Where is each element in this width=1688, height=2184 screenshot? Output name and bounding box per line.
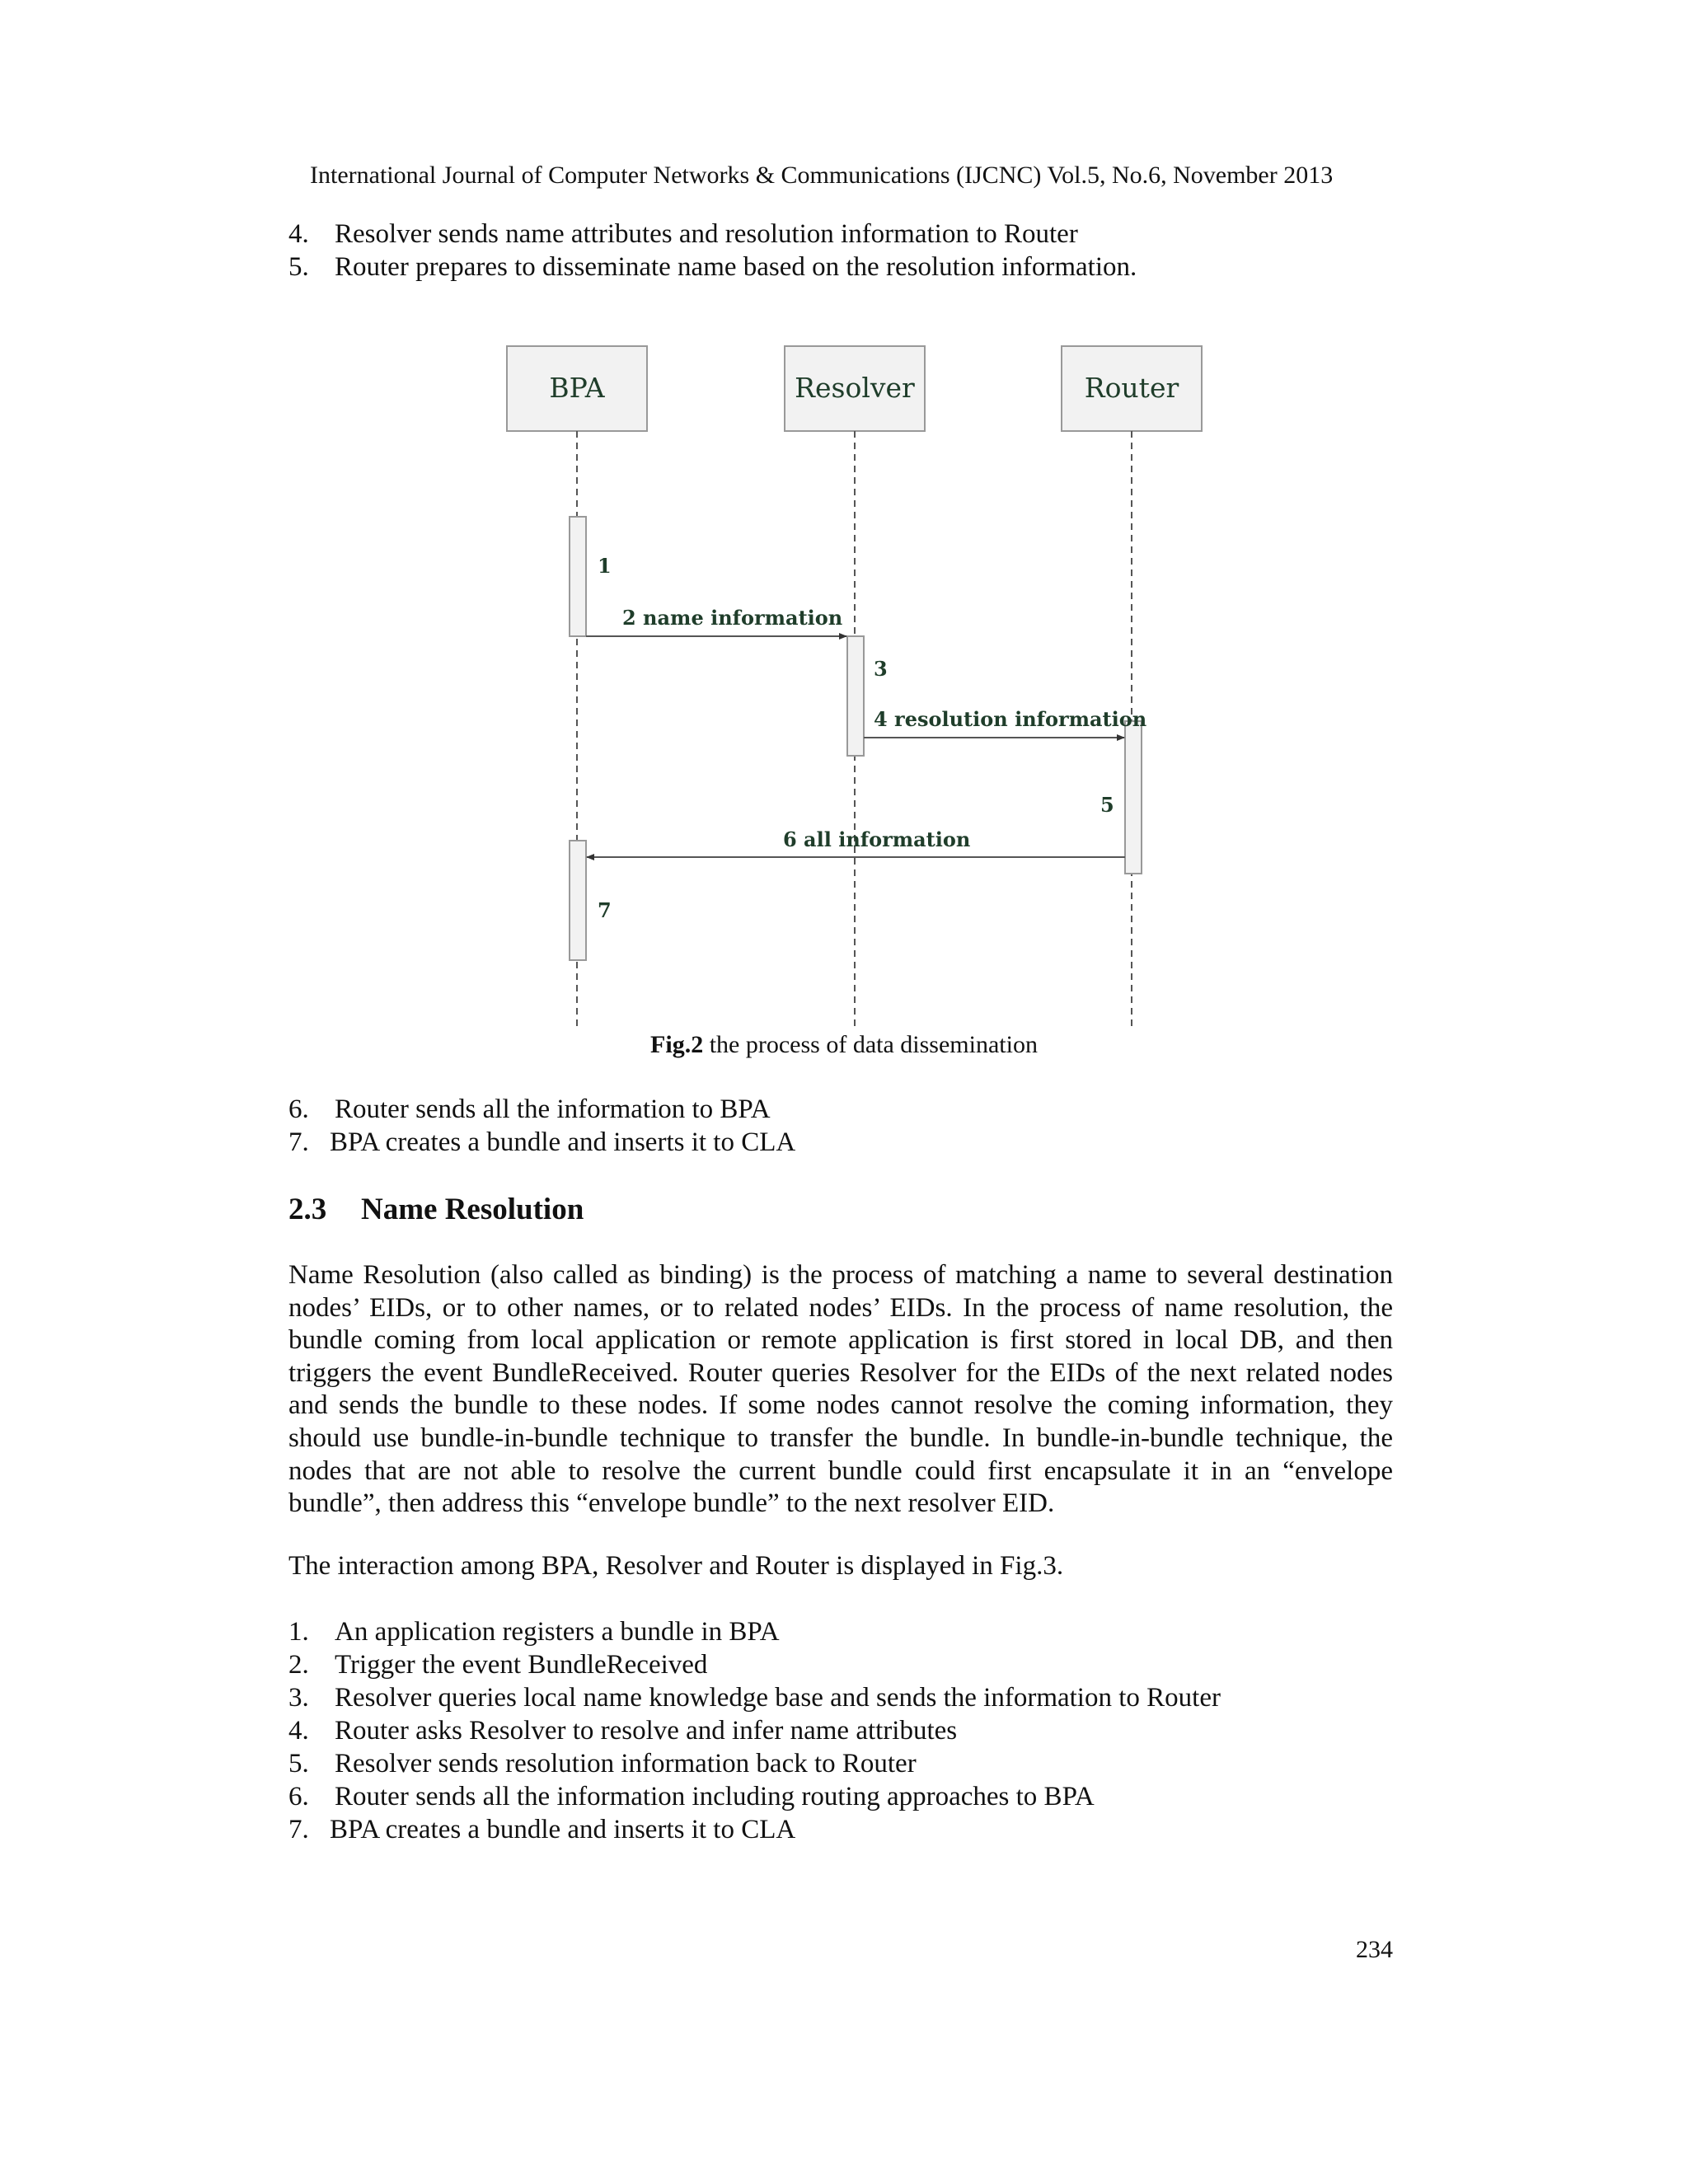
message-label-2: 2 name information xyxy=(622,606,843,630)
lifeline-label-router: Router xyxy=(1084,372,1179,404)
list-item-number: 7. xyxy=(288,1127,309,1157)
list-item-number: 7. xyxy=(288,1815,309,1844)
list-item xyxy=(288,1780,1221,1813)
message-label-1: 1 xyxy=(598,554,612,578)
list-item-number: 4. xyxy=(288,219,309,249)
list-item-text: Router sends all the information to BPA xyxy=(335,1094,771,1124)
list-item-number: 2. xyxy=(288,1650,309,1680)
figure-caption-text: the process of data dissemination xyxy=(703,1031,1038,1058)
body-paragraph-name-resolution: Name Resolution (also called as binding) is the process of matching a name to several destination nodes’ EIDs, or to other names, or to related nodes’ EIDs. In the process of name resolution, the bundle coming from local application or remote application is first stored in local DB, and then triggers the event BundleReceived. Router queries Resolver for the EIDs of the next related nodes and sends the bundle to these nodes. If some nodes cannot resolve the coming information, they should use bundle-in-bundle technique to transfer the bundle. In bundle-in-bundle technique, the nodes that are not able to resolve the current bundle could first encapsulate it in an “envelope bundle”, then address this “envelope bundle” to the next resolver EID. xyxy=(288,1260,1393,1519)
activation-bar-bpa-2 xyxy=(570,841,586,960)
list-item-number: 5. xyxy=(288,252,309,282)
journal-header-text: International Journal of Computer Networks & Communications (IJCNC) Vol.5, No.6, November 2013 xyxy=(310,162,1334,189)
message-label-7: 7 xyxy=(598,898,612,922)
message-label-5: 5 xyxy=(1100,793,1114,817)
list-item-text: Resolver sends name attributes and resolution information to Router xyxy=(335,219,1078,249)
list-bottom xyxy=(288,1615,1221,1846)
activation-bar-resolver xyxy=(847,636,864,756)
list-item-number: 6. xyxy=(288,1094,309,1124)
section-number: 2.3 xyxy=(288,1193,327,1226)
list-item xyxy=(288,1681,1221,1714)
figure-caption-label: Fig.2 xyxy=(650,1031,704,1058)
list-item-text: Router asks Resolver to resolve and infer name attributes xyxy=(335,1716,958,1746)
message-label-4: 4 resolution information xyxy=(874,707,1147,731)
list-item-text: An application registers a bundle in BPA xyxy=(335,1617,780,1647)
list-item xyxy=(288,1813,1221,1846)
sequence-diagram xyxy=(495,338,1236,1038)
list-item-text: Resolver sends resolution information back to Router xyxy=(335,1749,917,1779)
activation-bar-router xyxy=(1125,721,1142,874)
section-title-text: Name Resolution xyxy=(361,1193,584,1226)
sequence-diagram-svg xyxy=(495,338,1236,1038)
list-item xyxy=(288,251,1137,284)
list-item xyxy=(288,218,1137,251)
list-item-text: Resolver queries local name knowledge base and sends the information to Router xyxy=(335,1683,1221,1713)
list-item-number: 6. xyxy=(288,1782,309,1811)
activation-bar-bpa-1 xyxy=(570,517,586,636)
list-item xyxy=(288,1747,1221,1780)
list-item-text: BPA creates a bundle and inserts it to CLA xyxy=(330,1127,796,1157)
list-item xyxy=(288,1126,795,1159)
list-item-text: BPA creates a bundle and inserts it to CLA xyxy=(330,1815,796,1844)
list-item xyxy=(288,1615,1221,1648)
lifeline-label-resolver: Resolver xyxy=(795,372,915,404)
message-label-3: 3 xyxy=(874,657,888,681)
list-item xyxy=(288,1714,1221,1747)
list-top xyxy=(288,218,1137,284)
figure-caption xyxy=(0,1030,1688,1060)
list-item-text: Router prepares to disseminate name based on the resolution information. xyxy=(335,252,1137,282)
list-item-number: 1. xyxy=(288,1617,309,1647)
list-item xyxy=(288,1093,795,1126)
body-paragraph-interaction: The interaction among BPA, Resolver and Router is displayed in Fig.3. xyxy=(288,1551,1064,1581)
message-label-6: 6 all information xyxy=(783,827,971,851)
list-item-number: 3. xyxy=(288,1683,309,1713)
journal-header xyxy=(310,161,1373,190)
page-number: 234 xyxy=(1356,1936,1393,1963)
list-mid xyxy=(288,1093,795,1159)
section-heading xyxy=(288,1192,584,1228)
list-item-number: 5. xyxy=(288,1749,309,1779)
list-item xyxy=(288,1648,1221,1681)
list-item-text: Router sends all the information including routing approaches to BPA xyxy=(335,1782,1095,1811)
list-item-text: Trigger the event BundleReceived xyxy=(335,1650,708,1680)
list-item-number: 4. xyxy=(288,1716,309,1746)
lifeline-label-bpa: BPA xyxy=(549,372,605,404)
